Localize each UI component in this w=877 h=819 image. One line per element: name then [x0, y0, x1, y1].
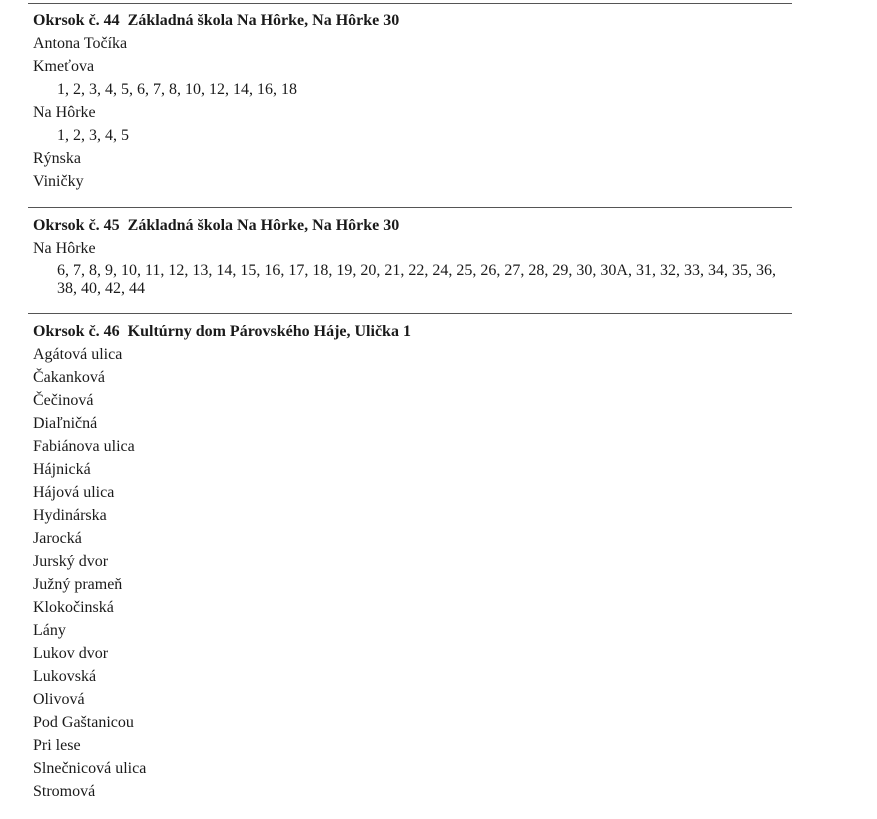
street-name: Kmeťova: [33, 58, 95, 75]
street-name: Na Hôrke: [33, 240, 96, 257]
polling-station: Základná škola Na Hôrke, Na Hôrke 30: [127, 217, 400, 234]
street-name: Jarocká: [33, 530, 82, 547]
street-name: Rýnska: [33, 150, 81, 167]
street-name: Na Hôrke: [33, 104, 96, 121]
street-name: Pod Gaštanicou: [33, 714, 134, 731]
district-number: Okrsok č. 46: [33, 323, 120, 340]
street-name: Hájová ulica: [33, 484, 115, 501]
district-section-45: [33, 215, 793, 298]
polling-station: Základná škola Na Hôrke, Na Hôrke 30: [127, 12, 400, 29]
street-name: Lukov dvor: [33, 645, 109, 662]
street-name: Lány: [33, 622, 66, 639]
district-number: Okrsok č. 44: [33, 12, 120, 29]
street-name: Diaľničná: [33, 415, 98, 432]
street-name: Olivová: [33, 691, 85, 708]
street-name: Lukovská: [33, 668, 97, 685]
street-name: Hydinárska: [33, 507, 107, 524]
section-heading: [33, 10, 793, 32]
street-name: Fabiánova ulica: [33, 438, 135, 455]
street-name: Stromová: [33, 783, 96, 800]
section-heading: [33, 215, 793, 237]
district-number: Okrsok č. 45: [33, 217, 120, 234]
street-name: Jurský dvor: [33, 553, 109, 570]
street-name: Čakanková: [33, 369, 105, 386]
divider-top: [28, 3, 792, 4]
street-name: Čečinová: [33, 392, 94, 409]
divider-44-45: [28, 207, 792, 208]
house-numbers: 1, 2, 3, 4, 5, 6, 7, 8, 10, 12, 14, 16, 18: [57, 81, 297, 98]
street-name: Južný prameň: [33, 576, 123, 593]
street-name: Agátová ulica: [33, 346, 123, 363]
house-numbers: 6, 7, 8, 9, 10, 11, 12, 13, 14, 15, 16, 17, 18, 19, 20, 21, 22, 24, 25, 26, 27, 28, 29, 30, 30A, 31, 32, 33, 34, 35, 36, 38, 40, 42, 44: [57, 262, 776, 297]
polling-station: Kultúrny dom Párovského Háje, Ulička 1: [127, 323, 411, 340]
street-name: Klokočinská: [33, 599, 114, 616]
district-section-46: [33, 321, 793, 803]
street-name: Pri lese: [33, 737, 81, 754]
street-name: Antona Točíka: [33, 35, 128, 52]
street-name: Hájnická: [33, 461, 91, 478]
district-section-44: [33, 10, 793, 193]
street-name: Slnečnicová ulica: [33, 760, 147, 777]
street-name: Viničky: [33, 173, 84, 190]
section-heading: [33, 321, 793, 343]
house-numbers: 1, 2, 3, 4, 5: [57, 127, 129, 144]
divider-45-46: [28, 313, 792, 314]
